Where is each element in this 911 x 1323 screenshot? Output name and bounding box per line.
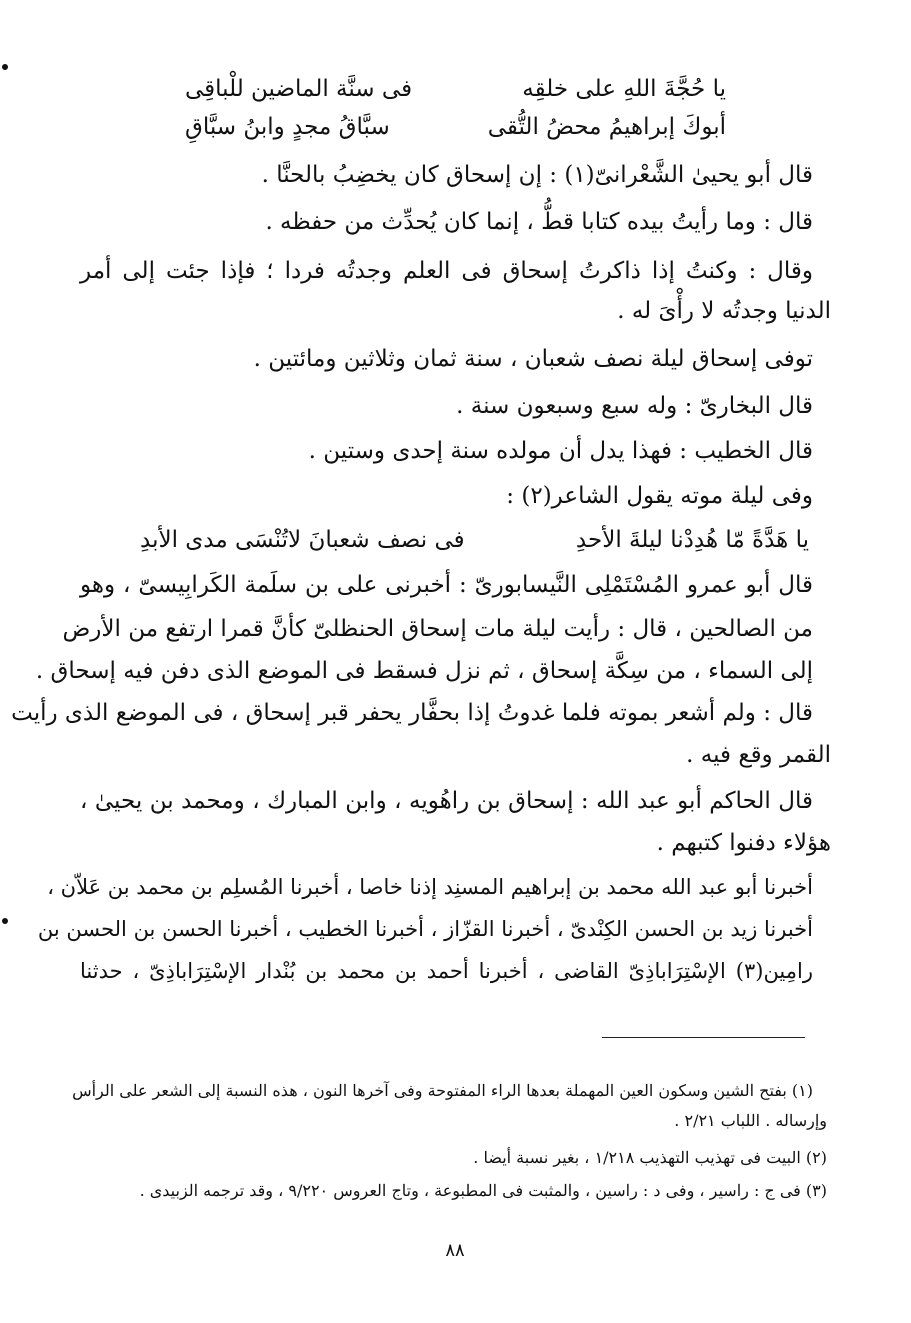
- text-line: قال أبو يحيىٰ الشَّعْرانىّ(١) : إن إسحاق كان يخضِبُ بالحنَّا .: [261, 162, 813, 188]
- text-line: قال أبو عمرو المُسْتَمْلِى النَّيسابورىّ : أخبرنى على بن سلَمة الكَرابِيسىّ ، وهو: [80, 572, 813, 598]
- text-line: قال الخطيب : فهذا يدل أن مولده سنة إحدى وستين .: [308, 438, 813, 464]
- text-line: قال الحاكم أبو عبد الله : إسحاق بن راهُويه ، وابن المبارك ، ومحمد بن يحيىٰ ،: [80, 788, 813, 814]
- scan-mark: [2, 918, 8, 924]
- footnote-line: (٢) البيت فى تهذيب التهذيب ١/٢١٨ ، بغير نسبة أيضا .: [473, 1148, 827, 1167]
- text-line: أخبرنا أبو عبد الله محمد بن إبراهيم المسنِد إذنا خاصا ، أخبرنا المُسلِم بن محمد بن عَلاّن ،: [47, 875, 813, 899]
- footnote-line: (١) بفتح الشين وسكون العين المهملة بعدها الراء المفتوحة وفى آخرها النون ، هذه النسبة إلى الشعر على الرأس: [72, 1081, 813, 1100]
- text-line: وفى ليلة موته يقول الشاعر(٢) :: [506, 483, 813, 509]
- verse-1-second-hemistich: فى سنَّة الماضين للْباقِى: [185, 76, 413, 102]
- footnote-line: وإرساله . اللباب ٢/٢١ .: [674, 1111, 827, 1130]
- verse-2-first-hemistich: أبوكَ إبراهيمُ محضُ التُّقى: [487, 114, 726, 140]
- page-number: ٨٨: [445, 1240, 465, 1261]
- verse-2-second-hemistich: سبَّاقُ مجدٍ وابنُ سبَّاقِ: [185, 114, 390, 140]
- footnote-line: (٣) فى ج : راسير ، وفى د : راسين ، والمثبت فى المطبوعة ، وتاج العروس ٩/٢٢٠ ، وقد ترجمه الزبيدى .: [139, 1181, 827, 1200]
- text-line: قال : ولم أشعر بموته فلما غدوتُ إذا بحفَّار يحفر قبر إسحاق ، فى الموضع الذى رأيت: [11, 700, 813, 726]
- scan-mark: [2, 64, 8, 70]
- footnote-divider: [602, 1037, 805, 1038]
- text-line: من الصالحين ، قال : رأيت ليلة مات إسحاق الحنظلىّ كأنَّ قمرا ارتفع من الأرض: [62, 616, 813, 642]
- verse-1-first-hemistich: يا حُجَّةَ اللهِ على خلقِه: [522, 76, 726, 102]
- text-line: هؤلاء دفنوا كتبهم .: [656, 830, 831, 856]
- text-line: قال البخارىّ : وله سبع وسبعون سنة .: [456, 393, 813, 419]
- text-line: أخبرنا زيد بن الحسن الكِنْدىّ ، أخبرنا القزّاز ، أخبرنا الخطيب ، أخبرنا الحسن بن الحسن بن: [37, 917, 813, 941]
- text-line: الدنيا وجدتُه لا رأْىَ له .: [617, 298, 831, 324]
- text-line: القمر وقع فيه .: [686, 742, 831, 768]
- text-line: وقال : وكنتُ إذا ذاكرتُ إسحاق فى العلم وجدتُه فردا ؛ فإذا جئت إلى أمر: [80, 258, 813, 284]
- text-line: إلى السماء ، من سِكَّة إسحاق ، ثم نزل فسقط فى الموضع الذى دفن فيه إسحاق .: [35, 658, 813, 684]
- verse-3-second-hemistich: فى نصف شعبانَ لاتُنْسَى مدى الأبدِ: [140, 527, 465, 553]
- text-line: رامِين(٣) الإسْتِرَاباذِىّ القاضى ، أخبرنا أحمد بن محمد بن بُنْدار الإسْتِرَاباذِىّ ، حدثنا: [80, 959, 813, 983]
- text-line: توفى إسحاق ليلة نصف شعبان ، سنة ثمان وثلاثين ومائتين .: [253, 346, 813, 372]
- text-line: قال : وما رأيتُ بيده كتابا قطُّ ، إنما كان يُحدِّث من حفظه .: [265, 209, 813, 235]
- verse-3-first-hemistich: يا هَدَّةً مّا هُدِدْنا ليلةَ الأحدِ: [575, 527, 809, 553]
